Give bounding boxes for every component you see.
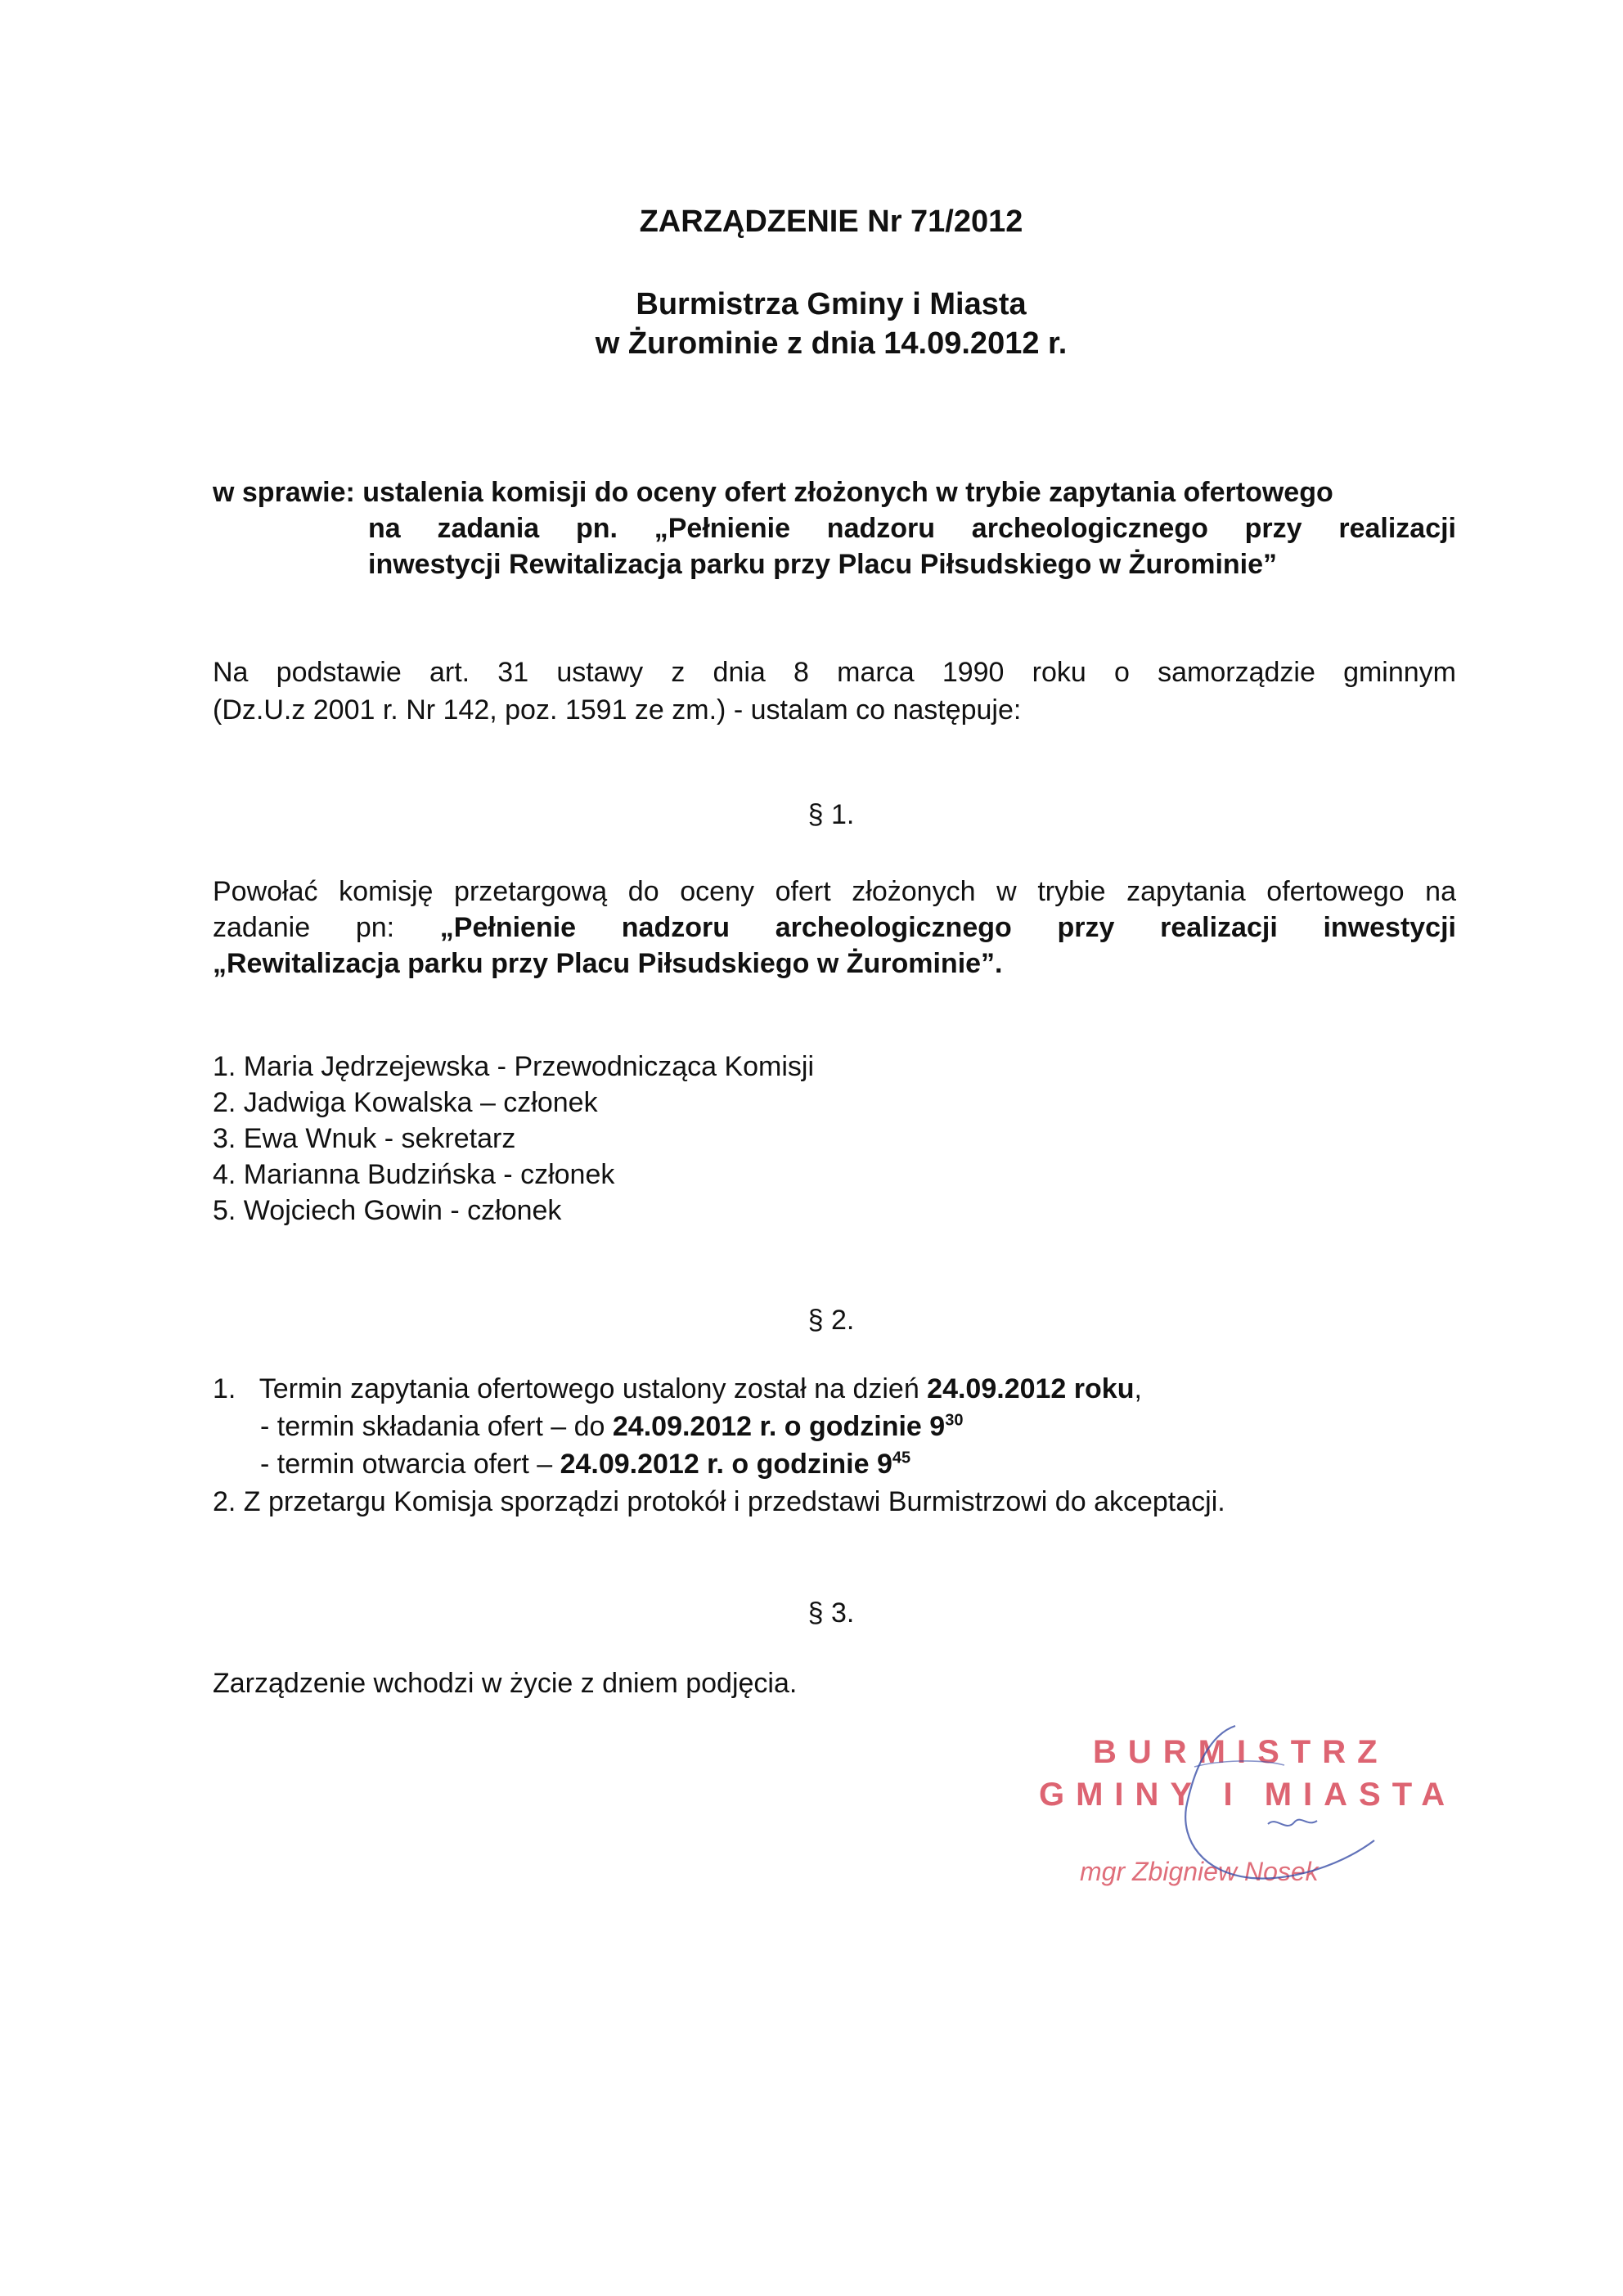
section-2-item-2: 2. Z przetargu Komisja sporządzi protokół i przedstawi Burmistrzowi do akceptacji. [213, 1486, 1225, 1517]
item-1-end: , [1134, 1373, 1142, 1404]
section-2-subitem-2 [260, 1446, 910, 1482]
subject-line-1: w sprawie: ustalenia komisji do oceny ofert złożonych w trybie zapytania ofertowego [213, 477, 1333, 508]
subject-line-3: inwestycji Rewitalizacja parku przy Placu Piłsudskiego w Żurominie” [368, 549, 1278, 580]
handwritten-signature [1096, 1718, 1407, 1898]
sub-1-minutes: 30 [945, 1411, 964, 1430]
section-1-para-line-3: „Rewitalizacja parku przy Placu Piłsudskiego w Żurominie”. [213, 948, 1003, 979]
item-1-text: Termin zapytania ofertowego ustalony został na dzień [259, 1373, 928, 1404]
section-3-heading: § 3. [807, 1597, 855, 1629]
section-1-heading: § 1. [807, 799, 855, 830]
sub-2-text: - termin otwarcia ofert – [260, 1449, 560, 1480]
section-1-para-line-2 [213, 910, 1456, 946]
stamp-official-name: mgr Zbigniew Nosek [1080, 1857, 1319, 1886]
section-3-text: Zarządzenie wchodzi w życie z dniem podjęcia. [213, 1668, 798, 1699]
sub-1-date: 24.09.2012 r. o godzinie 9 [612, 1411, 946, 1442]
sub-1-text: - termin składania ofert – do [260, 1411, 613, 1442]
list-item: 1. Maria Jędrzejewska - Przewodnicząca Komisji [213, 1051, 815, 1082]
sub-2-minutes: 45 [892, 1449, 911, 1467]
stamp-line-2: GMINY I MIASTA [1039, 1777, 1457, 1813]
list-item: 3. Ewa Wnuk - sekretarz [213, 1123, 516, 1154]
list-item: 4. Marianna Budzińska - członek [213, 1159, 615, 1190]
section-2-subitem-1 [260, 1409, 963, 1445]
list-item: 5. Wojciech Gowin - członek [213, 1195, 562, 1226]
list-item: 2. Jadwiga Kowalska – członek [213, 1087, 598, 1118]
issuer-line-2: w Żurominie z dnia 14.09.2012 r. [595, 326, 1068, 361]
item-number: 1. [213, 1373, 236, 1404]
section-1-task-name: „Pełnienie nadzoru archeologicznego przy realizacji inwestycji [439, 912, 1456, 943]
legal-basis-line-1: Na podstawie art. 31 ustawy z dnia 8 marca 1990 roku o samorządzie gminnym [213, 657, 1456, 688]
committee-member-list [213, 1049, 814, 1229]
section-1-para-line-1: Powołać komisję przetargową do oceny ofert złożonych w trybie zapytania ofertowego na [213, 876, 1456, 907]
section-2-heading: § 2. [807, 1305, 855, 1336]
subject-line-2: na zadania pn. „Pełnienie nadzoru archeologicznego przy realizacji [368, 513, 1456, 544]
item-1-date: 24.09.2012 roku [927, 1373, 1135, 1404]
sub-2-date: 24.09.2012 r. o godzinie 9 [560, 1449, 892, 1480]
stamp-line-1: BURMISTRZ [1093, 1734, 1389, 1770]
document-title: ZARZĄDZENIE Nr 71/2012 [639, 204, 1023, 239]
issuer-line-1: Burmistrza Gminy i Miasta [636, 287, 1027, 321]
section-2-item-1 [213, 1371, 1142, 1407]
legal-basis-line-2: (Dz.U.z 2001 r. Nr 142, poz. 1591 ze zm.) - ustalam co następuje: [213, 694, 1022, 726]
section-1-para-line-2-plain: zadanie pn: [213, 912, 440, 943]
